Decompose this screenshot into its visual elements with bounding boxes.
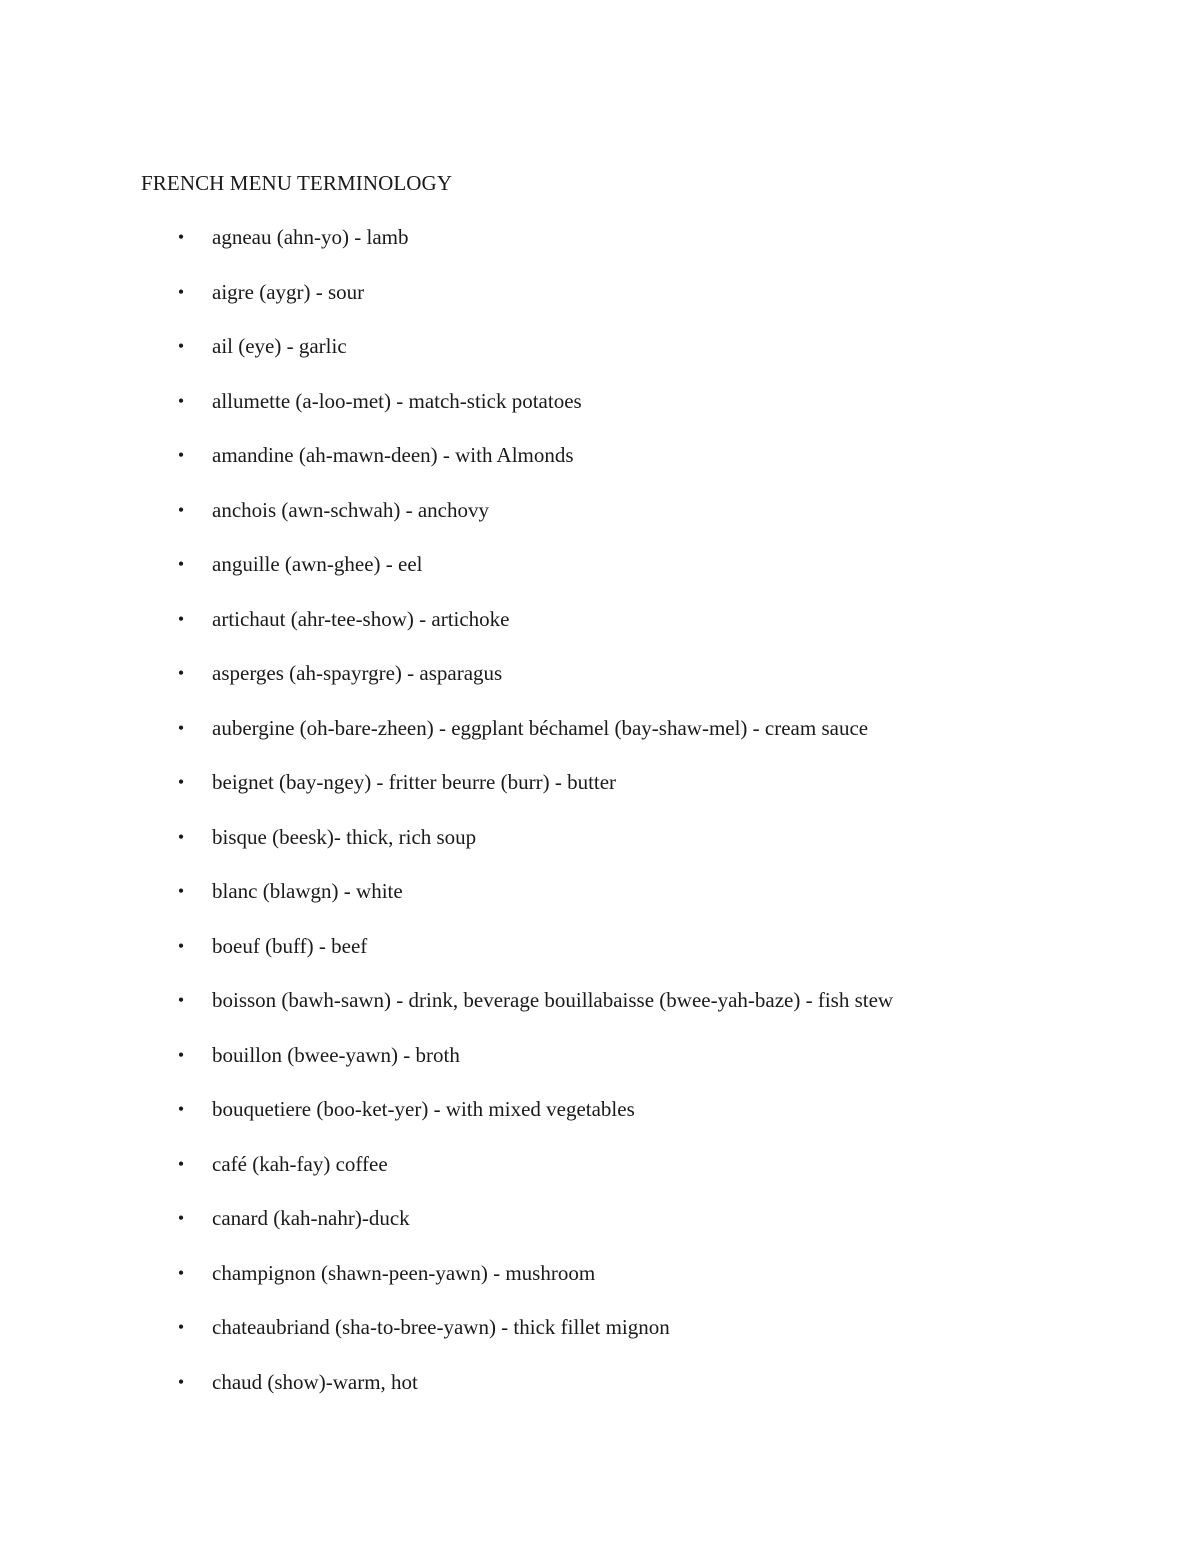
bullet-icon: •	[177, 935, 185, 956]
term-text: allumette (a-loo-met) - match-stick potatoes	[212, 388, 582, 413]
list-item	[0, 824, 1100, 879]
list-item	[0, 1260, 1100, 1315]
term-text: café (kah-fay) coffee	[212, 1151, 388, 1176]
bullet-icon: •	[177, 826, 185, 847]
list-item	[0, 551, 1100, 606]
term-text: chaud (show)-warm, hot	[212, 1369, 418, 1394]
list-item	[0, 878, 1100, 933]
term-text: anguille (awn-ghee) - eel	[212, 552, 423, 576]
bullet-icon: •	[177, 1153, 185, 1174]
term-text: chateaubriand (sha-to-bree-yawn) - thick fillet mignon	[212, 1315, 670, 1339]
bullet-icon: •	[177, 281, 185, 302]
bullet-icon: •	[177, 227, 185, 247]
list-item	[0, 606, 1100, 661]
list-item	[0, 987, 1100, 1042]
page-title: FRENCH MENU TERMINOLOGY	[141, 171, 453, 195]
bullet-icon: •	[177, 499, 185, 520]
list-item	[0, 333, 1100, 388]
bullet-icon: •	[177, 1371, 185, 1392]
list-item	[0, 1042, 1100, 1097]
term-list	[0, 224, 1100, 1423]
term-text: anchois (awn-schwah) - anchovy	[212, 497, 489, 522]
list-item	[0, 933, 1100, 988]
bullet-icon: •	[177, 1044, 185, 1065]
term-text: aigre (aygr) - sour	[212, 279, 365, 304]
bullet-icon: •	[177, 881, 185, 901]
term-text: amandine (ah-mawn-deen) - with Almonds	[212, 443, 574, 467]
list-item	[0, 442, 1100, 497]
bullet-icon: •	[177, 1317, 185, 1337]
bullet-icon: •	[177, 554, 185, 574]
bullet-icon: •	[177, 663, 185, 683]
term-text: champignon (shawn-peen-yawn) - mushroom	[212, 1260, 596, 1285]
term-text: beignet (bay-ngey) - fritter beurre (burr) - butter	[212, 770, 617, 794]
term-text: asperges (ah-spayrgre) - asparagus	[212, 661, 503, 685]
list-item	[0, 1369, 1100, 1424]
bullet-icon: •	[177, 445, 185, 465]
bullet-icon: •	[177, 990, 185, 1010]
term-text: agneau (ahn-yo) - lamb	[212, 225, 409, 249]
term-text: canard (kah-nahr)-duck	[212, 1206, 410, 1230]
term-text: ail (eye) - garlic	[212, 334, 347, 358]
bullet-icon: •	[177, 1208, 185, 1228]
bullet-icon: •	[177, 1099, 185, 1119]
list-item	[0, 660, 1100, 715]
term-text: artichaut (ahr-tee-show) - artichoke	[212, 606, 510, 631]
term-text: bouillon (bwee-yawn) - broth	[212, 1042, 460, 1067]
list-item	[0, 1151, 1100, 1206]
term-text: boeuf (buff) - beef	[212, 933, 368, 958]
bullet-icon: •	[177, 717, 185, 738]
term-text: aubergine (oh-bare-zheen) - eggplant béchamel (bay-shaw-mel) - cream sauce	[212, 715, 869, 740]
list-item	[0, 1205, 1100, 1260]
list-item	[0, 1096, 1100, 1151]
term-text: blanc (blawgn) - white	[212, 879, 403, 903]
list-item	[0, 279, 1100, 334]
bullet-icon: •	[177, 772, 185, 792]
bullet-icon: •	[177, 390, 185, 411]
list-item	[0, 769, 1100, 824]
list-item	[0, 224, 1100, 279]
list-item	[0, 715, 1100, 770]
bullet-icon: •	[177, 336, 185, 356]
term-text: boisson (bawh-sawn) - drink, beverage bouillabaisse (bwee-yah-baze) - fish stew	[212, 988, 894, 1012]
list-item	[0, 1314, 1100, 1369]
list-item	[0, 388, 1100, 443]
term-text: bouquetiere (boo-ket-yer) - with mixed vegetables	[212, 1097, 635, 1121]
bullet-icon: •	[177, 1262, 185, 1283]
term-text: bisque (beesk)- thick, rich soup	[212, 824, 477, 849]
bullet-icon: •	[177, 608, 185, 629]
list-item	[0, 497, 1100, 552]
